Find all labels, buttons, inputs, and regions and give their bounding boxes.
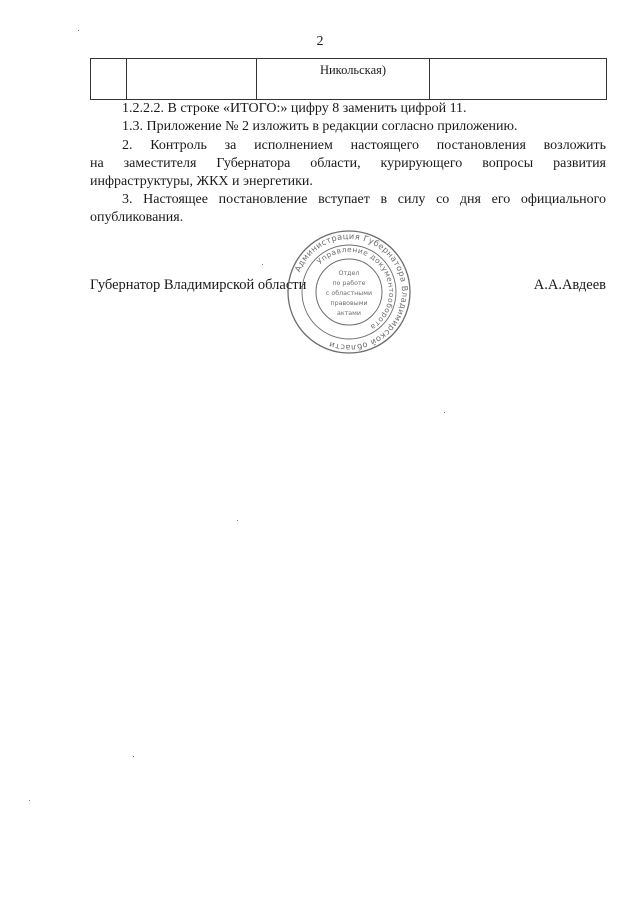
table-row [91,59,607,100]
table-cell [91,59,127,100]
scan-speck [262,264,263,265]
svg-text:Отдел: Отдел [338,270,360,277]
paragraph-2-line: на заместителя Губернатора области, курирующего вопросы развития [90,156,606,171]
paragraph-3-line: опубликования. [90,210,184,225]
scan-speck [133,756,134,757]
stamp-outer-text: Администрация Губернатора Владимирской области [292,230,411,354]
scan-speck [444,412,445,413]
table-fragment [90,58,607,100]
page-number: 2 [316,34,324,49]
paragraph-1-3: 1.3. Приложение № 2 изложить в редакции согласно приложению. [122,119,518,134]
official-stamp [286,229,412,355]
table-cell [430,59,607,100]
paragraph-1-2-2-2: 1.2.2.2. В строке «ИТОГО:» цифру 8 заменить цифрой 11. [122,101,467,116]
svg-text:по работе: по работе [332,280,366,287]
table-cell [127,59,257,100]
paragraph-3-line: 3. Настоящее постановление вступает в силу со дня его официального [122,192,606,207]
scan-speck [29,800,30,801]
table-cell-text: Никольская) [319,63,387,77]
paragraph-2-line: 2. Контроль за исполнением настоящего постановления возложить [122,138,606,153]
stamp-inner-ring-text: Управление документооборота [315,244,397,333]
scan-speck [237,520,238,521]
svg-text:актами: актами [336,310,362,317]
paragraph-2-line: инфраструктуры, ЖКХ и энергетики. [90,174,313,189]
svg-text:с областными: с областными [325,290,373,297]
signatory-name: А.А.Авдеев [533,277,606,293]
signatory-title: Губернатор Владимирской области [90,277,307,293]
table-cell [257,59,430,100]
svg-text:правовыми: правовыми [330,300,368,307]
scan-speck [78,30,79,31]
stamp-center-text [326,270,372,317]
